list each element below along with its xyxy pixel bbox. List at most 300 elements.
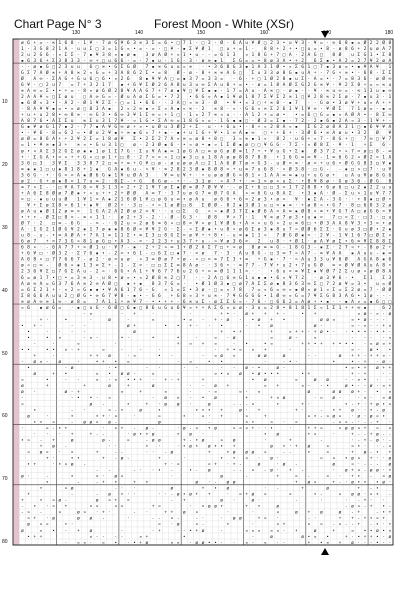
stitch-symbol: ø <box>238 408 242 414</box>
stitch-symbol: · <box>201 125 205 131</box>
stitch-symbol: - <box>357 348 361 354</box>
stitch-symbol: Ø <box>182 185 186 191</box>
stitch-symbol: A <box>95 233 99 239</box>
stitch-symbol: 1 <box>319 287 323 293</box>
stitch-symbol: 7 <box>351 107 354 113</box>
stitch-symbol: - <box>33 197 37 203</box>
stitch-symbol: + <box>270 329 273 335</box>
stitch-symbol: ø <box>382 480 386 486</box>
stitch-symbol: • <box>319 131 323 137</box>
stitch-symbol: ▪ <box>20 101 24 107</box>
stitch-symbol: ¤ <box>295 227 298 233</box>
stitch-symbol: 3 <box>133 203 136 209</box>
stitch-symbol: · <box>257 426 261 432</box>
stitch-symbol: ▪ <box>363 305 367 311</box>
stitch-symbol: 7 <box>344 245 348 251</box>
stitch-symbol: 1 <box>83 263 87 269</box>
stitch-symbol: ¥ <box>220 185 224 191</box>
stitch-symbol: - <box>263 360 267 366</box>
stitch-symbol: · <box>195 275 199 281</box>
stitch-symbol: - <box>45 474 49 480</box>
stitch-symbol: · <box>151 378 155 384</box>
stitch-symbol: 8 <box>313 203 317 209</box>
stitch-symbol: 2 <box>201 107 205 113</box>
stitch-symbol: 6 <box>220 197 224 203</box>
stitch-symbol: + <box>307 510 311 516</box>
stitch-symbol: ▪ <box>133 245 136 251</box>
stitch-symbol: G <box>195 119 199 125</box>
stitch-symbol: □ <box>382 299 386 305</box>
stitch-symbol: Σ <box>145 113 149 119</box>
stitch-symbol: 1 <box>89 227 93 233</box>
stitch-symbol: ø <box>214 426 217 432</box>
stitch-symbol: 6 <box>120 58 124 64</box>
stitch-symbol: 1 <box>363 293 367 299</box>
stitch-symbol: • <box>363 221 367 227</box>
stitch-symbol: 6 <box>388 257 392 263</box>
stitch-symbol: - <box>363 119 367 125</box>
stitch-symbol: + <box>232 82 236 88</box>
stitch-symbol: 2 <box>344 82 348 88</box>
stitch-symbol: ¥ <box>151 76 155 82</box>
stitch-symbol: 3 <box>33 46 37 52</box>
stitch-symbol: 2 <box>126 185 130 191</box>
stitch-symbol: u <box>201 155 205 161</box>
stitch-symbol: ¤ <box>77 540 80 546</box>
stitch-symbol: • <box>257 504 261 510</box>
stitch-symbol: ø <box>133 329 136 335</box>
stitch-symbol: 6 <box>39 58 43 64</box>
stitch-symbol: Σ <box>164 251 168 257</box>
stitch-symbol: • <box>382 221 386 227</box>
stitch-symbol: ¥ <box>145 197 149 203</box>
stitch-symbol: ∞ <box>101 64 105 70</box>
stitch-symbol: ¤ <box>207 209 211 215</box>
stitch-symbol: Σ <box>20 293 24 299</box>
stitch-symbol: + <box>27 215 30 221</box>
stitch-symbol: 8 <box>176 82 180 88</box>
stitch-symbol: 8 <box>363 197 367 203</box>
stitch-symbol: - <box>251 366 255 372</box>
stitch-symbol: 8 <box>376 149 379 155</box>
stitch-symbol: ø <box>257 245 261 251</box>
stitch-symbol: ▪ <box>126 281 130 287</box>
stitch-symbol: • <box>151 70 155 76</box>
stitch-symbol: ø <box>238 245 242 251</box>
stitch-symbol: • <box>357 534 361 540</box>
stitch-symbol: 6 <box>33 191 37 197</box>
stitch-symbol: ∞ <box>77 143 80 149</box>
stitch-symbol: • <box>376 540 379 546</box>
stitch-symbol: + <box>133 323 136 329</box>
stitch-symbol: 6 <box>363 76 367 82</box>
stitch-symbol: G <box>83 155 87 161</box>
stitch-symbol: · <box>295 203 298 209</box>
stitch-symbol: 7 <box>276 52 280 58</box>
stitch-symbol: + <box>139 390 143 396</box>
stitch-symbol: ¤ <box>388 390 392 396</box>
stitch-symbol: 7 <box>332 215 336 221</box>
stitch-symbol: • <box>45 119 49 125</box>
stitch-symbol: ø <box>201 438 205 444</box>
stitch-symbol: 1 <box>52 227 55 233</box>
stitch-symbol: ∞ <box>214 107 217 113</box>
stitch-symbol: ∞ <box>126 299 130 305</box>
stitch-symbol: · <box>282 143 286 149</box>
stitch-symbol: 3 <box>376 203 379 209</box>
stitch-symbol: + <box>207 70 211 76</box>
stitch-symbol: • <box>363 329 367 335</box>
stitch-symbol: 3 <box>182 239 186 245</box>
stitch-symbol: ¤ <box>64 486 68 492</box>
stitch-symbol: - <box>95 335 99 341</box>
stitch-symbol: · <box>388 143 392 149</box>
stitch-symbol: 1 <box>108 185 111 191</box>
stitch-symbol: Σ <box>164 263 168 269</box>
stitch-symbol: - <box>388 432 392 438</box>
stitch-symbol: ¤ <box>351 348 354 354</box>
stitch-symbol: ∞ <box>251 131 255 137</box>
stitch-symbol: + <box>351 372 354 378</box>
stitch-symbol: ¤ <box>245 101 249 107</box>
stitch-symbol: - <box>45 131 49 137</box>
stitch-symbol: 6 <box>27 173 30 179</box>
stitch-symbol: • <box>157 468 161 474</box>
stitch-symbol: · <box>45 516 49 522</box>
stitch-symbol: · <box>313 516 317 522</box>
stitch-symbol: u <box>20 233 24 239</box>
stitch-symbol: ¤ <box>270 528 273 534</box>
stitch-symbol: u <box>363 101 367 107</box>
stitch-symbol: + <box>332 173 336 179</box>
stitch-symbol: ø <box>245 143 249 149</box>
stitch-symbol: = <box>139 263 143 269</box>
stitch-symbol: ¤ <box>338 414 342 420</box>
stitch-symbol: Σ <box>357 52 361 58</box>
stitch-symbol: - <box>101 432 105 438</box>
stitch-symbol: G <box>257 251 261 257</box>
stitch-symbol: ¤ <box>201 504 205 510</box>
stitch-symbol: ø <box>214 396 217 402</box>
stitch-symbol: 2 <box>157 239 161 245</box>
stitch-symbol: ¥ <box>326 233 329 239</box>
stitch-symbol: ▪ <box>58 179 62 185</box>
stitch-symbol: · <box>64 528 68 534</box>
stitch-symbol: ¥ <box>70 227 74 233</box>
stitch-symbol: ▪ <box>388 227 392 233</box>
stitch-symbol: Ø <box>257 209 261 215</box>
stitch-symbol: u <box>70 95 74 101</box>
stitch-symbol: 6 <box>382 143 386 149</box>
stitch-symbol: ¥ <box>77 137 80 143</box>
stitch-symbol: • <box>58 113 62 119</box>
stitch-symbol: · <box>70 396 74 402</box>
stitch-symbol: · <box>157 492 161 498</box>
stitch-symbol: - <box>332 329 336 335</box>
stitch-symbol: Σ <box>288 179 292 185</box>
stitch-symbol: · <box>20 64 24 70</box>
stitch-symbol: 6 <box>126 197 130 203</box>
stitch-symbol: ¤ <box>64 462 68 468</box>
stitch-symbol: 2 <box>382 245 386 251</box>
stitch-symbol: ¤ <box>157 504 161 510</box>
stitch-symbol: • <box>133 46 136 52</box>
stitch-symbol: ¤ <box>276 396 280 402</box>
stitch-symbol: ¤ <box>319 426 323 432</box>
stitch-symbol: 6 <box>70 281 74 287</box>
stitch-symbol: ø <box>232 155 236 161</box>
row-label: 50 <box>2 351 8 357</box>
stitch-symbol: ▪ <box>176 185 180 191</box>
stitch-symbol: ø <box>344 101 348 107</box>
stitch-symbol: 6 <box>133 82 136 88</box>
stitch-symbol: - <box>114 486 118 492</box>
stitch-symbol: 1 <box>301 107 305 113</box>
stitch-symbol: 3 <box>195 293 199 299</box>
stitch-symbol: 1 <box>176 149 180 155</box>
stitch-symbol: 3 <box>58 251 62 257</box>
stitch-symbol: · <box>133 155 136 161</box>
stitch-symbol: - <box>114 95 118 101</box>
stitch-symbol: - <box>89 269 93 275</box>
stitch-symbol: Ø <box>301 209 305 215</box>
stitch-symbol: = <box>39 89 43 95</box>
stitch-symbol: ø <box>182 161 186 167</box>
stitch-symbol: 6 <box>89 76 93 82</box>
stitch-symbol: - <box>101 221 105 227</box>
stitch-symbol: • <box>70 474 74 480</box>
stitch-symbol: 3 <box>251 101 255 107</box>
stitch-symbol: ¤ <box>357 191 361 197</box>
stitch-symbol: Σ <box>45 269 49 275</box>
stitch-symbol: ¤ <box>214 390 217 396</box>
stitch-symbol: ø <box>376 438 379 444</box>
stitch-symbol: • <box>139 137 143 143</box>
stitch-symbol: □ <box>83 95 87 101</box>
stitch-symbol: · <box>108 378 111 384</box>
stitch-symbol: · <box>95 396 99 402</box>
stitch-symbol: - <box>151 396 155 402</box>
stitch-symbol: □ <box>170 76 174 82</box>
stitch-symbol: Ø <box>20 221 24 227</box>
stitch-symbol: 1 <box>108 119 111 125</box>
stitch-symbol: G <box>108 167 111 173</box>
stitch-symbol: · <box>263 299 267 305</box>
stitch-symbol: + <box>133 179 136 185</box>
stitch-symbol: ø <box>157 420 161 426</box>
stitch-symbol: A <box>220 161 224 167</box>
stitch-symbol: - <box>170 468 174 474</box>
stitch-symbol: ø <box>376 528 379 534</box>
stitch-symbol: · <box>133 492 136 498</box>
stitch-symbol: 2 <box>139 155 143 161</box>
stitch-symbol: · <box>332 299 336 305</box>
stitch-symbol: · <box>58 432 62 438</box>
stitch-symbol: - <box>157 516 161 522</box>
stitch-symbol: 7 <box>89 233 93 239</box>
stitch-symbol: 2 <box>120 221 124 227</box>
stitch-symbol: 6 <box>139 131 143 137</box>
stitch-symbol: • <box>319 299 323 305</box>
stitch-symbol: u <box>263 221 267 227</box>
stitch-symbol: □ <box>357 209 361 215</box>
stitch-symbol: - <box>363 462 367 468</box>
stitch-symbol: + <box>363 366 367 372</box>
stitch-symbol: ∞ <box>77 70 80 76</box>
stitch-symbol: 2 <box>58 64 62 70</box>
stitch-symbol: ø <box>39 450 43 456</box>
stitch-symbol: ∞ <box>108 233 111 239</box>
stitch-symbol: 6 <box>226 275 230 281</box>
stitch-symbol: · <box>170 522 174 528</box>
stitch-symbol: u <box>313 173 317 179</box>
stitch-symbol: A <box>101 299 105 305</box>
stitch-symbol: ∞ <box>120 113 124 119</box>
stitch-symbol: • <box>214 444 217 450</box>
stitch-symbol: • <box>207 360 211 366</box>
stitch-symbol: Ø <box>126 209 130 215</box>
stitch-symbol: Σ <box>77 251 80 257</box>
stitch-symbol: - <box>251 534 255 540</box>
stitch-symbol: 6 <box>170 143 174 149</box>
stitch-symbol: ø <box>101 149 105 155</box>
stitch-symbol: u <box>195 82 199 88</box>
stitch-symbol: 6 <box>157 293 161 299</box>
stitch-symbol: 6 <box>157 251 161 257</box>
stitch-symbol: + <box>288 46 292 52</box>
stitch-symbol: • <box>251 378 255 384</box>
stitch-symbol: + <box>251 185 255 191</box>
stitch-symbol: ∞ <box>114 161 118 167</box>
stitch-symbol: ▪ <box>369 197 373 203</box>
stitch-symbol: □ <box>363 167 367 173</box>
stitch-symbol: ∞ <box>332 263 336 269</box>
stitch-symbol: • <box>351 342 354 348</box>
stitch-symbol: - <box>45 185 49 191</box>
stitch-symbol: 2 <box>251 197 255 203</box>
stitch-symbol: Ø <box>270 76 273 82</box>
stitch-symbol: · <box>376 167 379 173</box>
stitch-symbol: · <box>189 504 192 510</box>
stitch-symbol: - <box>126 317 130 323</box>
stitch-symbol: = <box>307 233 311 239</box>
stitch-symbol: ø <box>338 510 342 516</box>
stitch-symbol: ¤ <box>369 342 373 348</box>
stitch-symbol: · <box>357 384 361 390</box>
stitch-symbol: ø <box>126 323 130 329</box>
stitch-symbol: · <box>307 101 311 107</box>
stitch-symbol: - <box>369 113 373 119</box>
stitch-symbol: ø <box>182 149 186 155</box>
stitch-symbol: 2 <box>288 263 292 269</box>
stitch-symbol: 8 <box>344 40 348 46</box>
stitch-symbol: 7 <box>232 287 236 293</box>
stitch-symbol: 3 <box>201 101 205 107</box>
stitch-symbol: - <box>376 107 379 113</box>
stitch-symbol: ø <box>351 492 354 498</box>
stitch-symbol: u <box>95 119 99 125</box>
stitch-symbol: 6 <box>52 305 55 311</box>
stitch-symbol: □ <box>382 215 386 221</box>
stitch-symbol: ¤ <box>338 426 342 432</box>
stitch-symbol: u <box>27 113 30 119</box>
stitch-symbol: ø <box>189 492 192 498</box>
stitch-symbol: ¥ <box>376 125 379 131</box>
stitch-symbol: 6 <box>126 76 130 82</box>
stitch-symbol: = <box>245 58 249 64</box>
stitch-symbol: 2 <box>70 101 74 107</box>
stitch-symbol: · <box>288 444 292 450</box>
stitch-symbol: 6 <box>282 131 286 137</box>
stitch-symbol: • <box>332 101 336 107</box>
stitch-symbol: - <box>39 323 43 329</box>
stitch-symbol: ø <box>251 498 255 504</box>
stitch-symbol: u <box>58 197 62 203</box>
stitch-symbol: + <box>363 372 367 378</box>
stitch-symbol: 6 <box>226 197 230 203</box>
stitch-symbol: ∞ <box>189 64 192 70</box>
stitch-symbol: Ø <box>58 263 62 269</box>
stitch-symbol: ø <box>20 263 24 269</box>
stitch-symbol: □ <box>232 281 236 287</box>
stitch-symbol: · <box>232 113 236 119</box>
stitch-symbol: A <box>170 82 174 88</box>
stitch-symbol: ¤ <box>326 414 329 420</box>
stitch-symbol: ø <box>133 209 136 215</box>
stitch-symbol: ▪ <box>108 227 111 233</box>
stitch-symbol: ø <box>344 468 348 474</box>
stitch-symbol: □ <box>319 52 323 58</box>
stitch-symbol: · <box>332 143 336 149</box>
stitch-symbol: · <box>33 221 37 227</box>
stitch-symbol: ∞ <box>388 149 392 155</box>
stitch-symbol: 7 <box>363 58 367 64</box>
stitch-symbol: G <box>95 113 99 119</box>
stitch-symbol: = <box>70 179 74 185</box>
stitch-symbol: • <box>64 372 68 378</box>
stitch-symbol: ¤ <box>133 354 136 360</box>
stitch-symbol: • <box>20 438 24 444</box>
stitch-symbol: - <box>95 40 99 46</box>
stitch-symbol: A <box>357 251 361 257</box>
stitch-symbol: 8 <box>70 70 74 76</box>
stitch-symbol: Σ <box>276 119 280 125</box>
stitch-symbol: A <box>20 281 24 287</box>
stitch-symbol: - <box>170 498 174 504</box>
stitch-symbol: ø <box>108 492 111 498</box>
stitch-symbol: u <box>295 137 298 143</box>
stitch-symbol: · <box>145 450 149 456</box>
stitch-symbol: Ø <box>114 305 118 311</box>
stitch-symbol: 6 <box>270 287 273 293</box>
stitch-symbol: • <box>357 293 361 299</box>
stitch-symbol: A <box>101 209 105 215</box>
stitch-symbol: ∞ <box>95 281 99 287</box>
stitch-symbol: 7 <box>182 275 186 281</box>
stitch-symbol: · <box>344 480 348 486</box>
stitch-symbol: 1 <box>245 46 249 52</box>
stitch-symbol: · <box>214 119 217 125</box>
stitch-symbol: 2 <box>170 167 174 173</box>
stitch-symbol: ø <box>313 239 317 245</box>
stitch-symbol: Σ <box>338 95 342 101</box>
stitch-symbol: ¤ <box>369 101 373 107</box>
stitch-symbol: ¤ <box>139 275 143 281</box>
stitch-symbol: 3 <box>83 161 87 167</box>
stitch-symbol: · <box>251 522 255 528</box>
stitch-symbol: 1 <box>288 245 292 251</box>
stitch-symbol: A <box>58 245 62 251</box>
